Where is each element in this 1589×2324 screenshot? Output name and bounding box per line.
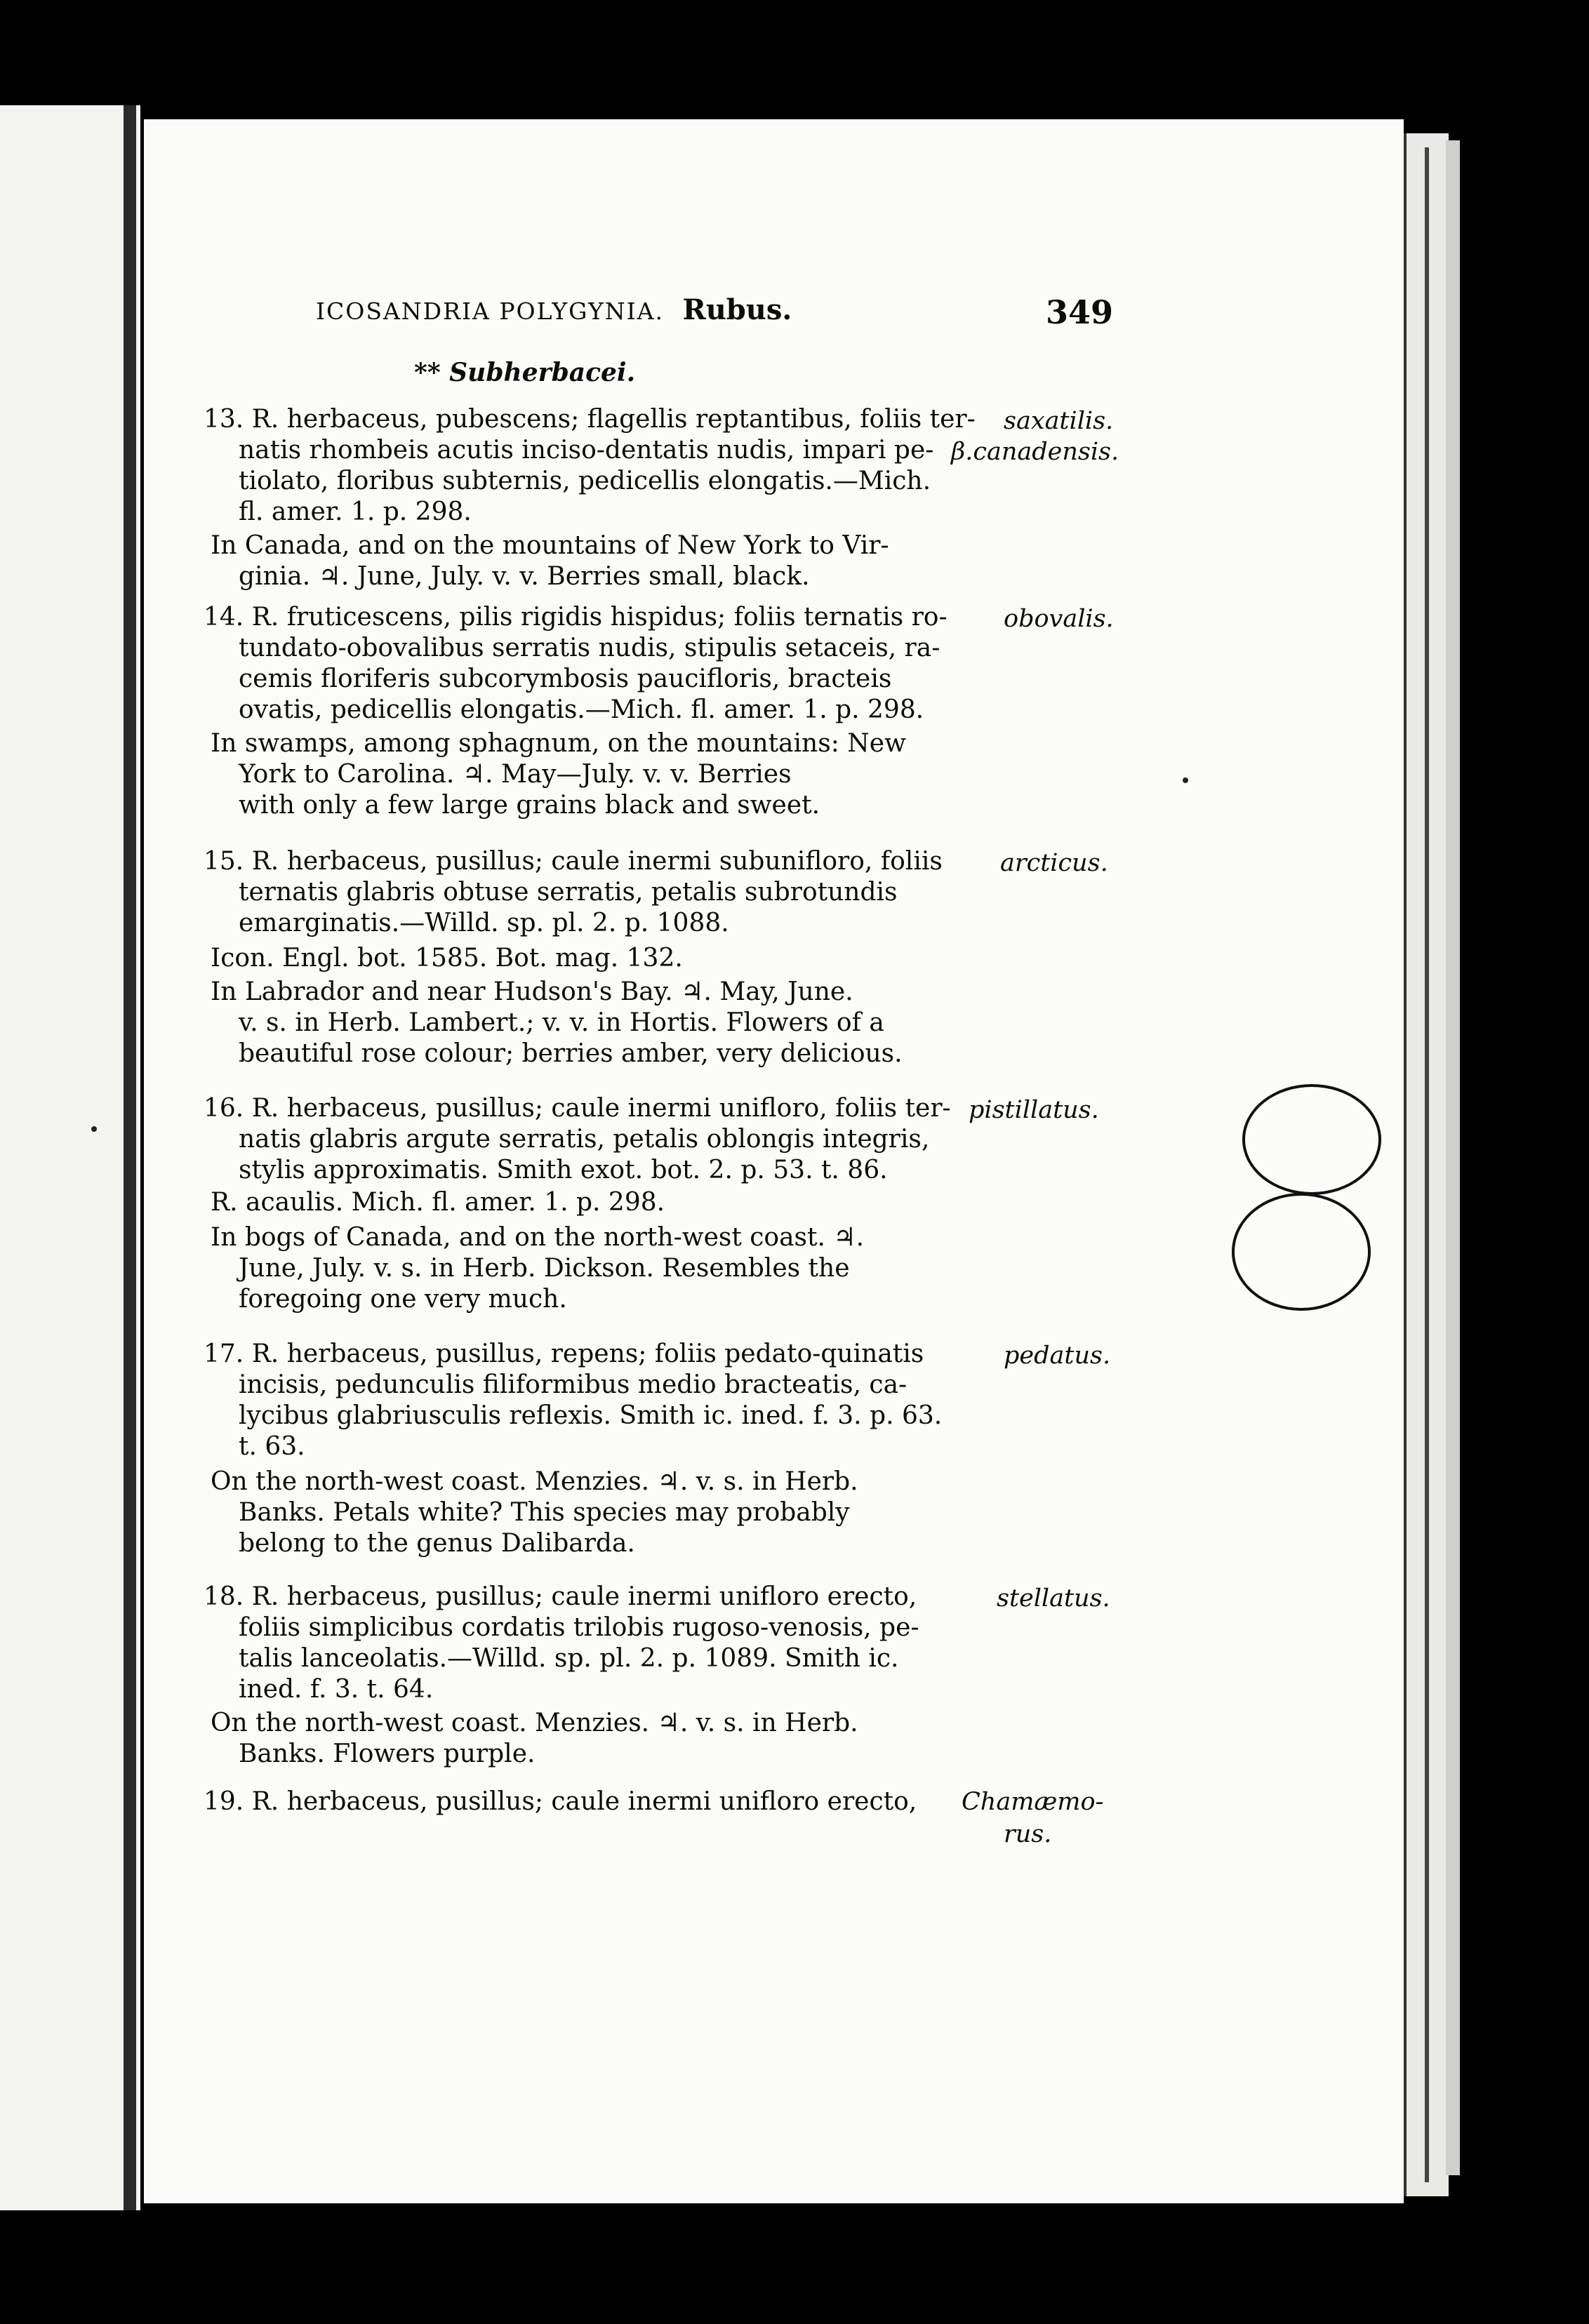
text-line: tiolato, floribus subternis, pedicellis elongatis.—Mich. [239, 467, 931, 495]
text-line: In swamps, among sphagnum, on the mountains: New [211, 729, 906, 758]
text-line: R. acaulis. Mich. fl. amer. 1. p. 298. [211, 1188, 665, 1217]
species-epithet: Chamæmo- [962, 1788, 1104, 1816]
text-line: 18. R. herbaceus, pusillus; caule inermi unifloro erecto, [204, 1582, 917, 1611]
text-line: natis rhombeis acutis inciso-dentatis nudis, impari pe- [239, 436, 934, 465]
text-line: Banks. Petals white? This species may probably [239, 1498, 850, 1527]
text-line: emarginatis.—Willd. sp. pl. 2. p. 1088. [239, 909, 729, 937]
species-epithet: β.canadensis. [951, 438, 1119, 466]
text-line: 15. R. herbaceus, pusillus; caule inermi subunifloro, foliis [204, 847, 943, 876]
page-stack-edge-outer [1446, 140, 1460, 2175]
pencil-circle-mark [1242, 1084, 1381, 1195]
text-line: 14. R. fruticescens, pilis rigidis hispidus; foliis ternatis ro- [204, 603, 948, 632]
text-line: ined. f. 3. t. 64. [239, 1675, 434, 1704]
text-line: v. s. in Herb. Lambert.; v. v. in Hortis. Flowers of a [239, 1008, 884, 1037]
text-line: On the north-west coast. Menzies. ♃. v. s. in Herb. [211, 1467, 858, 1496]
text-line: ternatis glabris obtuse serratis, petalis subrotundis [239, 878, 898, 907]
text-line: stylis approximatis. Smith exot. bot. 2. p. 53. t. 86. [239, 1156, 888, 1184]
species-epithet: pedatus. [1004, 1342, 1111, 1370]
text-line: foliis simplicibus cordatis trilobis rugoso-venosis, pe- [239, 1613, 919, 1642]
text-line: June, July. v. s. in Herb. Dickson. Resembles the [239, 1254, 850, 1283]
text-line: York to Carolina. ♃. May—July. v. v. Berries [239, 760, 792, 789]
text-line: tundato-obovalibus serratis nudis, stipulis setaceis, ra- [239, 634, 940, 662]
pencil-circle-mark [1232, 1193, 1371, 1311]
facing-page-edge [0, 105, 140, 2210]
text-line: fl. amer. 1. p. 298. [239, 497, 472, 526]
species-epithet: arcticus. [1000, 849, 1108, 877]
gutter-shadow [124, 105, 136, 2210]
text-line: cemis floriferis subcorymbosis paucifloris, bracteis [239, 665, 892, 693]
text-line: Banks. Flowers purple. [239, 1739, 536, 1768]
species-epithet: obovalis. [1004, 605, 1114, 633]
running-head-title: ICOSANDRIA POLYGYNIA. [316, 298, 664, 325]
text-line: beautiful rose colour; berries amber, very delicious. [239, 1039, 903, 1068]
text-line: foregoing one very much. [239, 1285, 567, 1314]
species-epithet: pistillatus. [969, 1096, 1099, 1124]
species-epithet: saxatilis. [1004, 407, 1114, 435]
section-heading: ** Subherbacei. [414, 358, 636, 387]
species-epithet: stellatus. [997, 1584, 1110, 1612]
text-line: In Canada, and on the mountains of New York to Vir- [211, 531, 889, 560]
text-line: lycibus glabriusculis reflexis. Smith ic. ined. f. 3. p. 63. [239, 1401, 943, 1430]
text-line: ginia. ♃. June, July. v. v. Berries small, black. [239, 562, 810, 591]
text-line: belong to the genus Dalibarda. [239, 1529, 635, 1558]
text-line: 19. R. herbaceus, pusillus; caule inermi unifloro erecto, [204, 1787, 917, 1816]
text-line: t. 63. [239, 1432, 305, 1461]
text-line: In Labrador and near Hudson's Bay. ♃. May, June. [211, 977, 853, 1006]
text-line: 13. R. herbaceus, pubescens; flagellis reptantibus, foliis ter- [204, 405, 976, 434]
text-line: 16. R. herbaceus, pusillus; caule inermi unifloro, foliis ter- [204, 1094, 951, 1123]
text-line: talis lanceolatis.—Willd. sp. pl. 2. p. 1089. Smith ic. [239, 1644, 899, 1673]
page-stack-line [1425, 147, 1429, 2182]
ink-speck [1183, 777, 1188, 783]
page-number: 349 [1046, 293, 1114, 331]
text-line: 17. R. herbaceus, pusillus, repens; foliis pedato-quinatis [204, 1340, 924, 1368]
text-line: natis glabris argute serratis, petalis oblongis integris, [239, 1125, 930, 1154]
ink-speck [91, 1126, 97, 1132]
text-line: with only a few large grains black and sweet. [239, 791, 820, 820]
species-epithet: rus. [1004, 1820, 1052, 1848]
text-line: ovatis, pedicellis elongatis.—Mich. fl. amer. 1. p. 298. [239, 695, 924, 724]
running-head-genus: Rubus. [682, 293, 792, 326]
text-line: On the north-west coast. Menzies. ♃. v. s. in Herb. [211, 1709, 858, 1737]
text-line: incisis, pedunculis filiformibus medio bracteatis, ca- [239, 1370, 907, 1399]
text-line: Icon. Engl. bot. 1585. Bot. mag. 132. [211, 944, 683, 973]
text-line: In bogs of Canada, and on the north-west coast. ♃. [211, 1223, 865, 1252]
running-head [316, 293, 792, 326]
